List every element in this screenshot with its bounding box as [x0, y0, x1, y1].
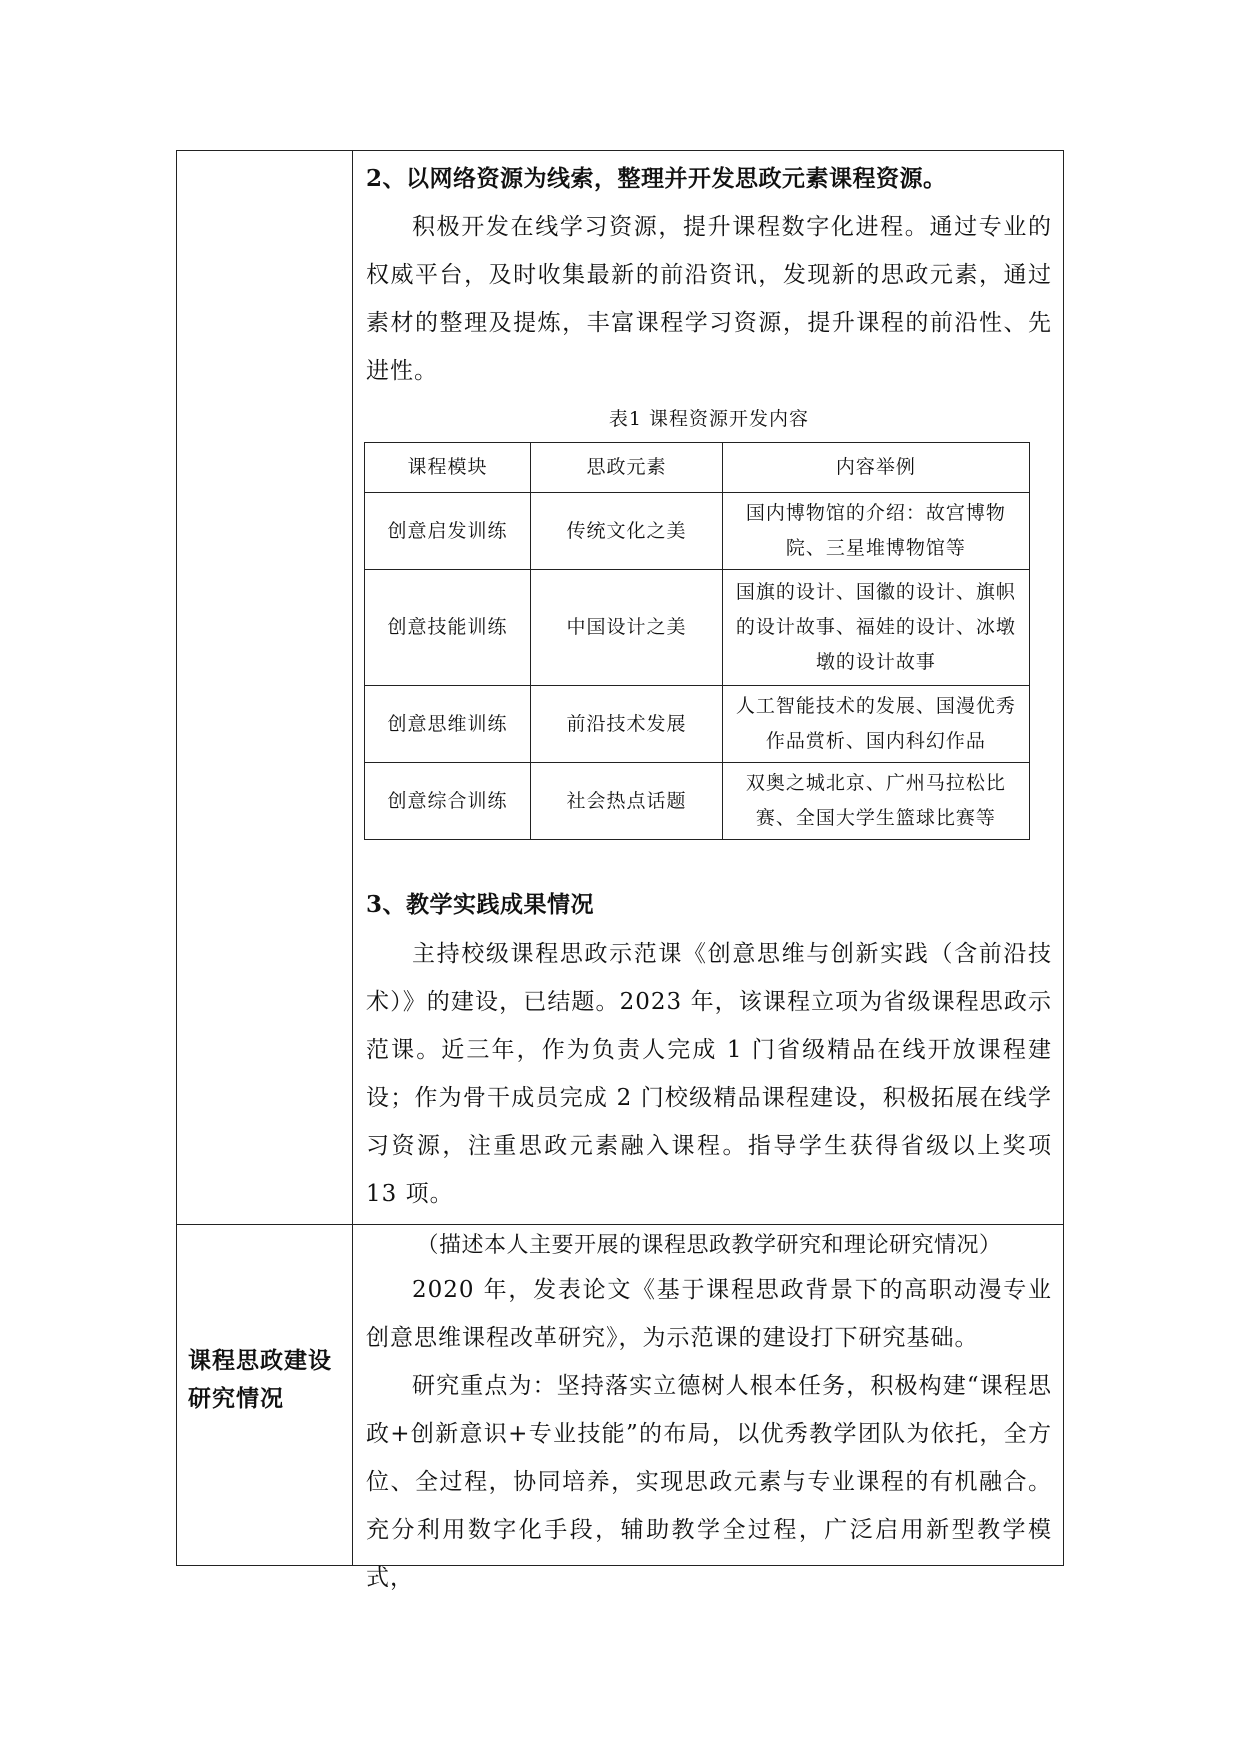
- column-divider: [352, 150, 353, 1566]
- table-row: [365, 686, 1030, 763]
- table-header-cell: 内容举例: [722, 443, 1029, 493]
- table-header-row: [365, 443, 1030, 493]
- table-cell: 国旗的设计、国徽的设计、旗帜的设计故事、福娃的设计、冰墩墩的设计故事: [722, 570, 1029, 686]
- research-instruction-note: （描述本人主要开展的课程思政教学研究和理论研究情况）: [416, 1233, 1002, 1258]
- table-row: [365, 763, 1030, 840]
- table-cell: 国内博物馆的介绍：故宫博物院、三星堆博物馆等: [722, 493, 1029, 570]
- table-cell: 前沿技术发展: [531, 686, 723, 763]
- section-3-paragraph: 主持校级课程思政示范课《创意思维与创新实践（含前沿技术）》的建设，已结题。2023 年，该课程立项为省级课程思政示范课。近三年，作为负责人完成 1 门省级精品在线开放课程建设；作为骨干成员完成 2 门校级精品课程建设，积极拓展在线学习资源，注重思政元素融入课程。指导学生获得省级以上奖项 13 项。: [366, 941, 1052, 1207]
- research-paragraph-2: 研究重点为：坚持落实立德树人根本任务，积极构建“课程思政+创新意识+专业技能”的布局，以优秀教学团队为依托，全方位、全过程，协同培养，实现思政元素与专业课程的有机融合。充分利用数字化手段，辅助教学全过程，广泛启用新型教学模式，: [366, 1373, 1052, 1591]
- section-3: [366, 880, 1052, 1218]
- row-divider: [176, 1224, 1064, 1225]
- research-content: [366, 1226, 1052, 1602]
- research-row-label: 课程思政建设研究情况: [188, 1347, 332, 1412]
- table-row: [365, 570, 1030, 686]
- resource-table: [364, 442, 1030, 840]
- table-row: [365, 493, 1030, 570]
- research-paragraph-1: 2020 年，发表论文《基于课程思政背景下的高职动漫专业创意思维课程改革研究》，为示范课的建设打下研究基础。: [366, 1277, 1052, 1351]
- table-header-cell: 思政元素: [531, 443, 723, 493]
- table-cell: 创意启发训练: [365, 493, 531, 570]
- section-2: [366, 155, 1052, 395]
- table-cell: 创意思维训练: [365, 686, 531, 763]
- section-3-heading: 3、教学实践成果情况: [366, 891, 595, 918]
- table-cell: 中国设计之美: [531, 570, 723, 686]
- table-cell: 双奥之城北京、广州马拉松比赛、全国大学生篮球比赛等: [722, 763, 1029, 840]
- table-cell: 创意综合训练: [365, 763, 531, 840]
- table-cell: 社会热点话题: [531, 763, 723, 840]
- table-cell: 人工智能技术的发展、国漫优秀作品赏析、国内科幻作品: [722, 686, 1029, 763]
- section-2-heading: 2、以网络资源为线索，整理并开发思政元素课程资源。: [366, 165, 947, 192]
- table-caption: 表1 课程资源开发内容: [608, 408, 810, 430]
- table-cell: 传统文化之美: [531, 493, 723, 570]
- table-header-cell: 课程模块: [365, 443, 531, 493]
- section-2-paragraph: 积极开发在线学习资源，提升课程数字化进程。通过专业的权威平台，及时收集最新的前沿资讯，发现新的思政元素，通过素材的整理及提炼，丰富课程学习资源，提升课程的前沿性、先进性。: [366, 214, 1052, 384]
- table-cell: 创意技能训练: [365, 570, 531, 686]
